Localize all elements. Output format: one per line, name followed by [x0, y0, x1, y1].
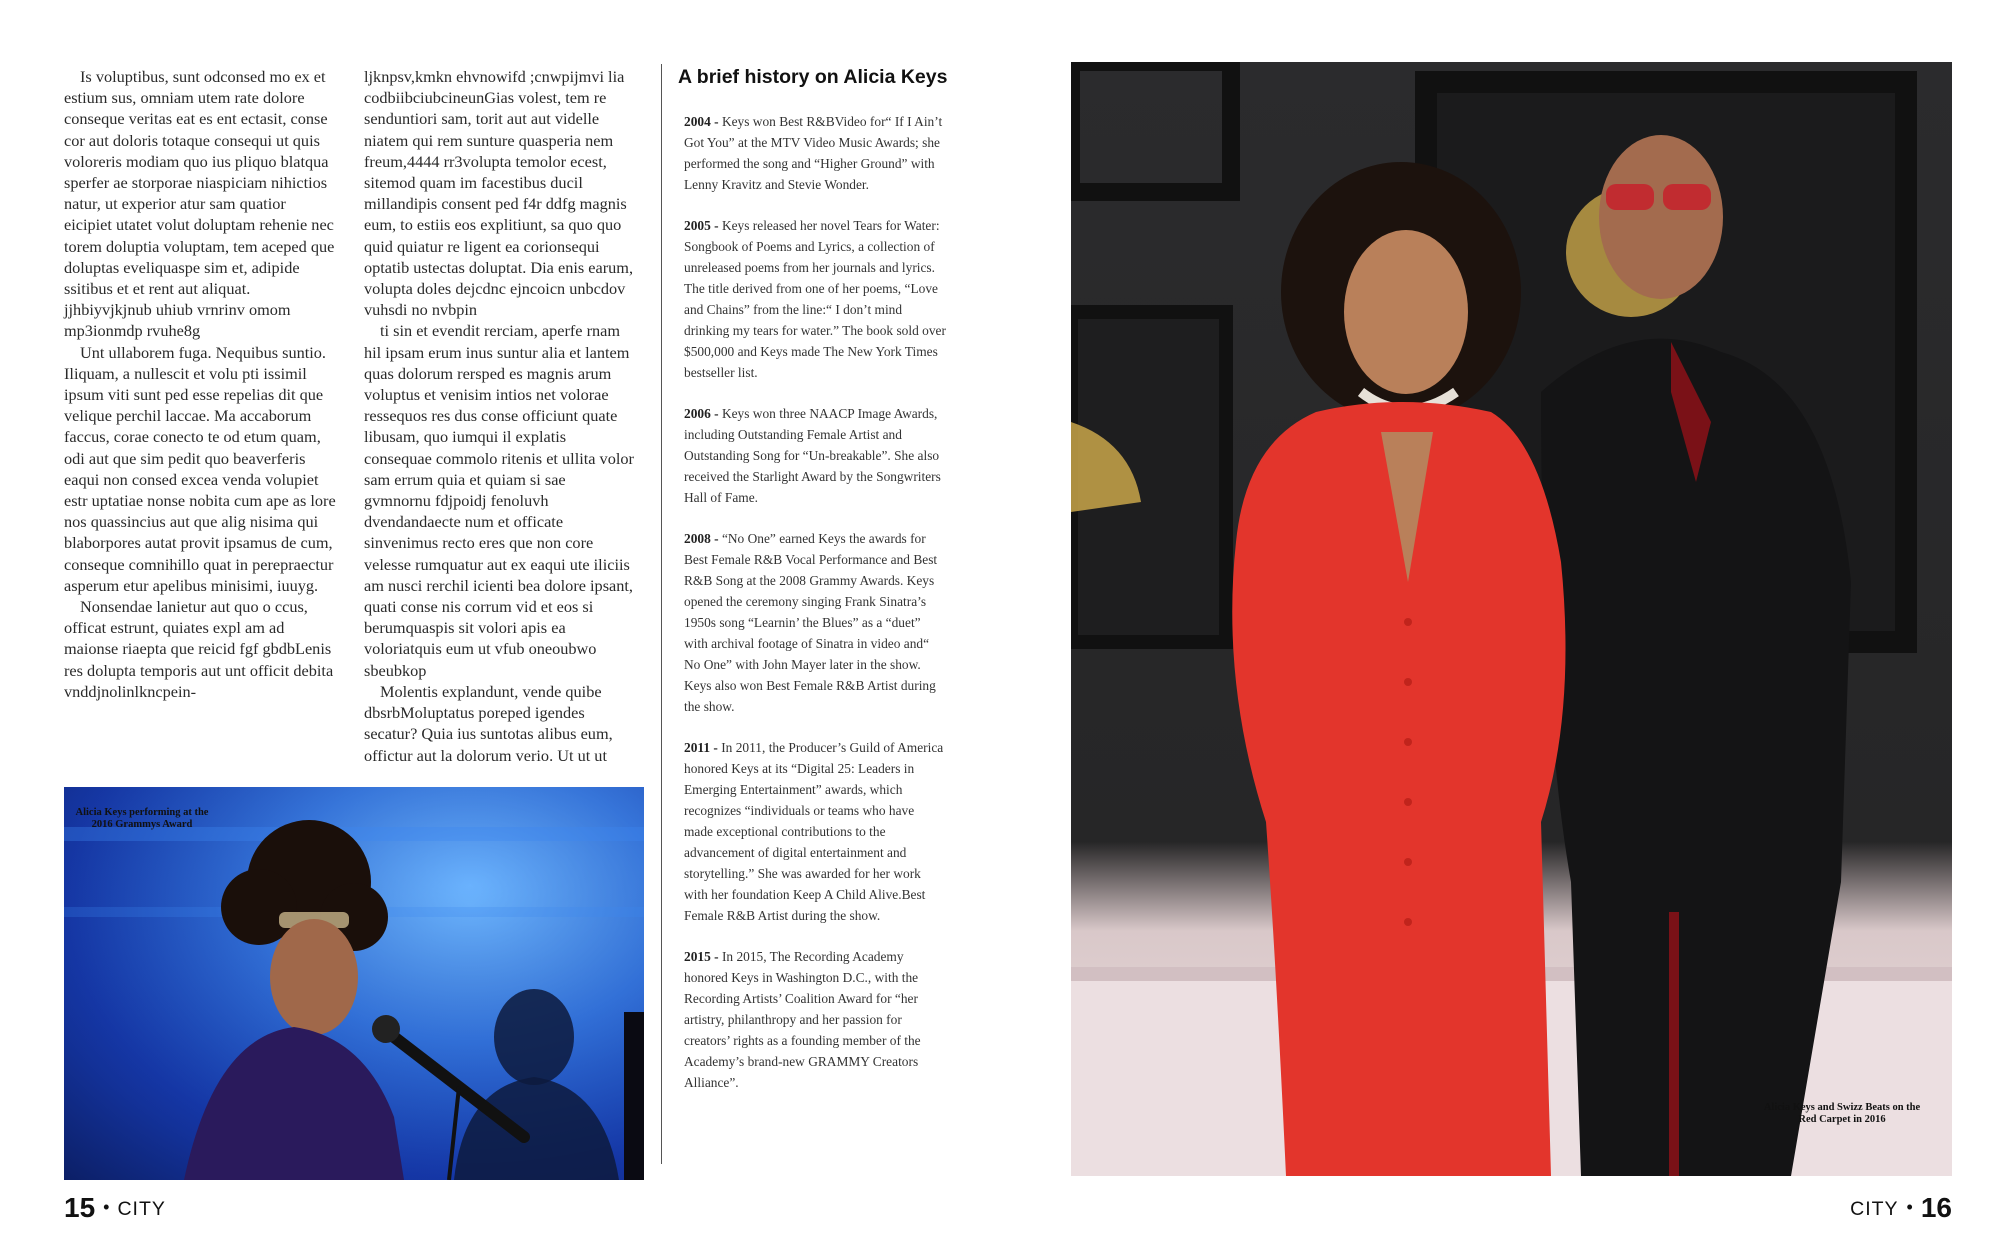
photo-caption: Alicia Keys and Swizz Beats on the Red Carpet in 2016	[1763, 1102, 1921, 1125]
entry-text: Keys won Best R&BVideo for“ If I Ain’t Got You” at the MTV Video Music Awards; she performed the song and “Higher Ground” with Lenny Kravitz and Stevie Wonder.	[684, 114, 943, 192]
entry-text: In 2015, The Recording Academy honored Keys in Washington D.C., with the Recording Artists’ Coalition Award for “her artistry, philanthropy and her passion for creators’ rights as a founding member of the Academy’s brand-new GRAMMY Creators Alliance”.	[684, 949, 921, 1090]
entry-year: 2006 -	[684, 406, 719, 421]
performance-photo	[64, 787, 644, 1180]
separator-dot: •	[1906, 1197, 1913, 1217]
article-paragraph: ti sin et evendit rerciam, aperfe rnam hil ipsam erum inus suntur alia et lantem quas dolorum rersped es magnis arum voluptus et venisim intios net volorae ressequos res dus conse officiunt quate libusam, quo iumqui il explatis consequae commolo ritenis et ullita volor sam errum quia et quiam si sae gvmnornu fdjpoidj fenoluvh dvendandaecte num et officate sinvenimus recto eres que non core velesse rumquatur aut ex eaqui ute iliciis am nusci rerchil icienti bea dolore ipsant, quati conse nis corrum vid et eos si berumquaspis sit volori apis ea voloriatquis eum ut vfub oneoubwo sbeubkop	[364, 321, 634, 680]
entry-year: 2005 -	[684, 218, 719, 233]
photo-caption: Alicia Keys performing at the 2016 Grammys Award	[75, 807, 209, 830]
entry-year: 2004 -	[684, 114, 719, 129]
article-paragraph: Unt ullaborem fuga. Nequibus suntio. Iliquam, a nullescit et volu pti issimil ipsum viti sunt ped esse repelias dit que velique perchil laccae. Ma accaborum faccus, corae conecto te od etum quam, odi aut que sim pedit quo beaverferis eaqui non consed excea venda volupiet estr uptatiae nonse nobita cum ape as lore nos quassincius aut que alig nisima qui blaborpores autat provit ipsamus de cum, conseque comnihillo quat in perepraectur asperum etur apelibus minisimi, iuuyg.	[64, 342, 336, 595]
page-number: 16	[1920, 1192, 1952, 1223]
history-entry	[684, 737, 946, 926]
entry-text: Keys won three NAACP Image Awards, including Outstanding Female Artist and Outstanding Song for “Un-breakable”. She also received the Starlight Award by the Songwriters Hall of Fame.	[684, 406, 941, 505]
red-carpet-photo	[1071, 62, 1952, 1176]
magazine-name: CITY	[1850, 1198, 1899, 1220]
sidebar-title: A brief history on Alicia Keys	[678, 66, 948, 88]
article-paragraph: Molentis explandunt, vende quibe dbsrbMoluptatus poreped igendes secatur? Quia ius suntotas alibus eum, offictur aut la dolorum verio. Ut ut ut	[364, 681, 613, 765]
article-paragraph: Is voluptibus, sunt odconsed mo ex et estium sus, omniam utem rate dolore conseque veritas eat es ent ectasit, conse cor aut doloris totaque consequi ut quis voloreris modiam quo ius pliquo blatqua sperfer ae storporae niaspiciam nihictios natur, ut experior atur sam quatior eicipiet utatet volut doluptam rehenie nec torem doluptia voluptam, tem aceped que doluptas eveliquaspe sim et, adipide ssitibus et et rent aut aliquat. jjhbiyvjkjnub uhiub vrnrinv omom mp3ionmdp rvuhe8g	[64, 67, 335, 341]
column-divider	[661, 64, 662, 1164]
entry-year: 2015 -	[684, 949, 719, 964]
entry-text: Keys released her novel Tears for Water: Songbook of Poems and Lyrics, a collection of unreleased poems from her journals and lyrics. The title derived from one of her poems, “Love and Chains” from the line:“ I don’t mind drinking my tears for water.” The book sold over $500,000 and Keys made The New York Times bestseller list.	[684, 218, 946, 380]
page-number: 15	[64, 1192, 96, 1223]
red-carpet-illustration	[1071, 62, 1952, 1176]
history-sidebar	[678, 66, 968, 1113]
folio-left	[64, 1192, 166, 1224]
magazine-name: CITY	[117, 1198, 166, 1220]
entry-year: 2011 -	[684, 740, 718, 755]
article-column-2	[364, 66, 636, 766]
article-column-1	[64, 66, 336, 702]
entry-text: “No One” earned Keys the awards for Best Female R&B Vocal Performance and Best R&B Song at the 2008 Grammy Awards. Keys opened the ceremony singing Frank Sinatra’s 1950s song “Learnin’ the Blues” as a “duet” with archival footage of Sinatra in video and“ No One” with John Mayer later in the show. Keys also won Best Female R&B Artist during the show.	[684, 531, 938, 714]
history-entry	[684, 215, 946, 383]
entry-year: 2008 -	[684, 531, 719, 546]
separator-dot: •	[103, 1197, 110, 1217]
article-paragraph: Nonsendae lanietur aut quo o ccus, officat estrunt, quiates expl am ad maionse riaepta que reicid fgf gbdbLenis res dolupta temporis aut unt officit debita vnddjnolinlkncpein-	[64, 597, 334, 701]
history-entry	[684, 111, 946, 195]
history-entry	[684, 403, 946, 508]
history-entry	[684, 946, 946, 1093]
history-entry	[684, 528, 946, 717]
article-paragraph: ljknpsv,kmkn ehvnowifd ;cnwpijmvi lia codbiibciubcineunGias volest, tem re senduntiori sam, torit aut aut videlle niatem qui rem sunture quasperia nem freum,4444 rr3volupta temolor ecest, sitemod quam im facestibus ducil millandipis consent ped f4r ddfg magnis eum, to estiis eos explitiunt, sa quo quo quid quiatur re ligent ea corionsequi optatib ustectas doluptat. Dia enis earum, volupta doles dejcdnc ejncoicn unbcdov vuhsdi no nvbpin	[364, 67, 634, 320]
folio-right	[1850, 1192, 1952, 1224]
performance-illustration	[64, 787, 644, 1180]
entry-text: In 2011, the Producer’s Guild of America honored Keys at its “Digital 25: Leaders in Emerging Entertainment” awards, which recognizes “individuals or teams who have made exceptional contributions to the advancement of digital entertainment and storytelling.” She was awarded for her work with her foundation Keep A Child Alive.Best Female R&B Artist during the show.	[684, 740, 944, 923]
